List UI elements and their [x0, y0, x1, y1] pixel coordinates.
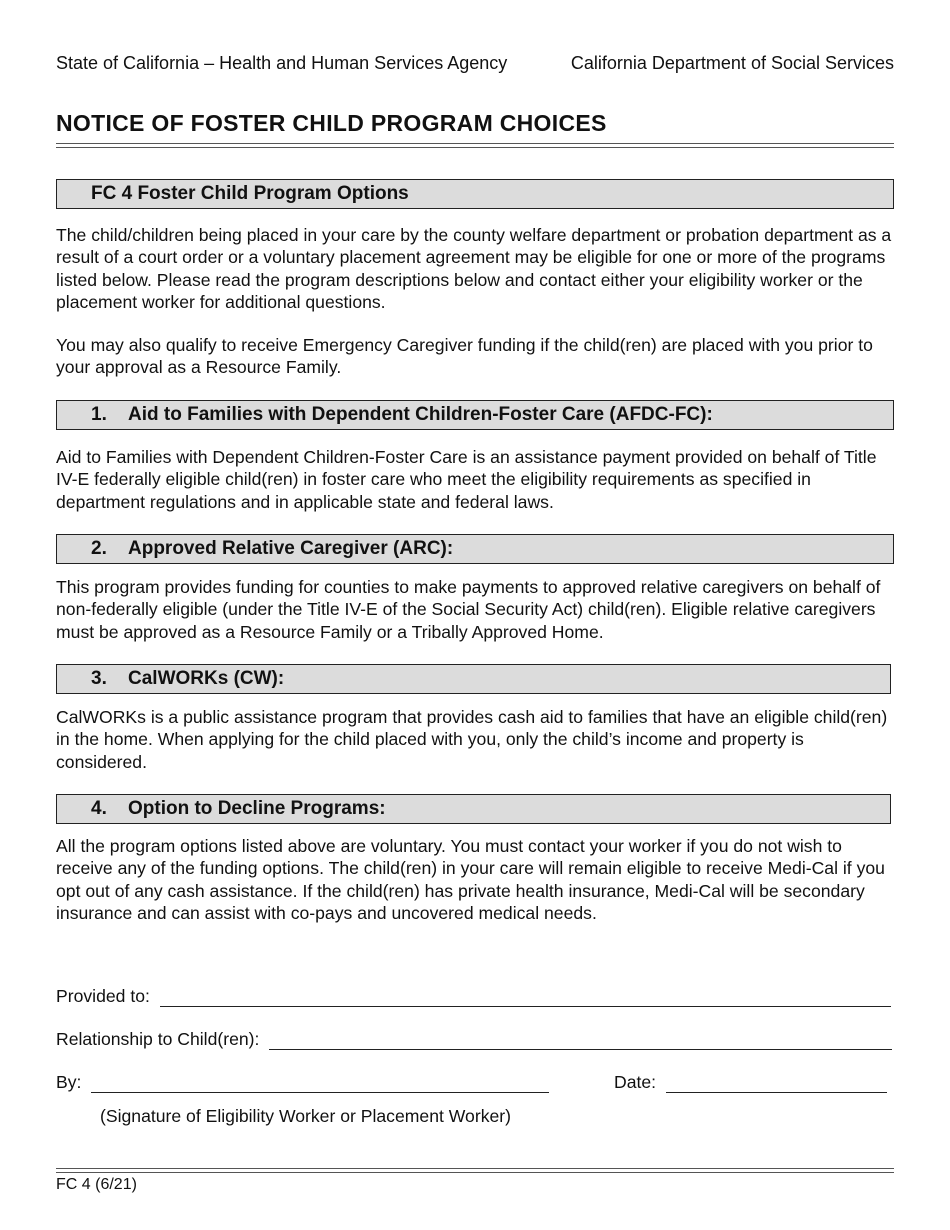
- section-title: CalWORKs (CW):: [128, 668, 285, 689]
- section-calworks-body: CalWORKs is a public assistance program that provides cash aid to families that have an eligible child(ren) in the home. When applying for the child placed with you, only the child’s income and property is considered.: [56, 707, 888, 772]
- by-label: By:: [56, 1072, 82, 1092]
- section-decline-heading: [56, 794, 891, 824]
- state-agency-name: State of California – Health and Human Services Agency: [56, 53, 508, 73]
- page-title: NOTICE OF FOSTER CHILD PROGRAM CHOICES: [56, 110, 607, 136]
- section-afdc-fc-body: Aid to Families with Dependent Children-Foster Care is an assistance payment provided on behalf of Title IV-E federally eligible child(ren) in foster care who meet the eligibility requirements as specified in department regulations and in applicable state and federal laws.: [56, 447, 877, 512]
- section-number: 3.: [91, 668, 107, 689]
- section-decline-body: All the program options listed above are voluntary. You must contact your worker if you do not wish to receive any of the funding options. The child(ren) in your care will remain eligible to receive Medi-Cal if you opt out of any cash assistance. If the child(ren) has private health insurance, Medi-Cal will be secondary insurance and can assist with co-pays and uncovered medical needs.: [56, 836, 885, 923]
- date-label: Date:: [614, 1072, 657, 1092]
- intro-paragraph-2: You may also qualify to receive Emergency Caregiver funding if the child(ren) are placed with you prior to your approval as a Resource Family.: [56, 335, 873, 378]
- section-number: 2.: [91, 538, 107, 559]
- section-number: 4.: [91, 798, 107, 819]
- date-field[interactable]: [666, 1074, 887, 1093]
- intro-heading-box: [56, 179, 894, 209]
- intro-paragraph-1: The child/children being placed in your care by the county welfare department or probation department as a result of a court order or a voluntary placement agreement may be eligible for one or more of the programs listed below. Please read the program descriptions below and contact either your eligibility worker or the placement worker for additional questions.: [56, 225, 892, 312]
- form-number: FC 4 (6/21): [56, 1176, 137, 1193]
- provided-to-field[interactable]: [160, 988, 891, 1007]
- section-arc-body: This program provides funding for counties to make payments to approved relative caregivers on behalf of non-federally eligible (under the Title IV-E of the Social Security Act) child(ren). Eligible relative caregivers must be approved as a Resource Family or a Tribally Approved Home.: [56, 577, 881, 642]
- footer-divider: [56, 1168, 894, 1173]
- agency-header: [56, 52, 894, 74]
- title-divider: [56, 143, 894, 148]
- relationship-field[interactable]: [269, 1031, 892, 1050]
- provided-to-label: Provided to:: [56, 986, 150, 1006]
- section-number: 1.: [91, 404, 107, 425]
- signature-row: [56, 1071, 549, 1093]
- section-calworks-heading: [56, 664, 891, 694]
- relationship-label: Relationship to Child(ren):: [56, 1029, 260, 1049]
- section-title: Approved Relative Caregiver (ARC):: [128, 538, 454, 559]
- intro-heading: FC 4 Foster Child Program Options: [91, 183, 409, 204]
- section-arc-heading: [56, 534, 894, 564]
- section-title: Aid to Families with Dependent Children-Foster Care (AFDC-FC):: [128, 404, 713, 425]
- provided-to-row: [56, 985, 891, 1007]
- date-row: [614, 1071, 887, 1093]
- signature-field[interactable]: [91, 1074, 549, 1093]
- section-title: Option to Decline Programs:: [128, 798, 386, 819]
- signature-caption: (Signature of Eligibility Worker or Placement Worker): [100, 1106, 511, 1126]
- department-name: California Department of Social Services: [570, 53, 894, 73]
- section-afdc-fc-heading: [56, 400, 894, 430]
- relationship-row: [56, 1028, 892, 1050]
